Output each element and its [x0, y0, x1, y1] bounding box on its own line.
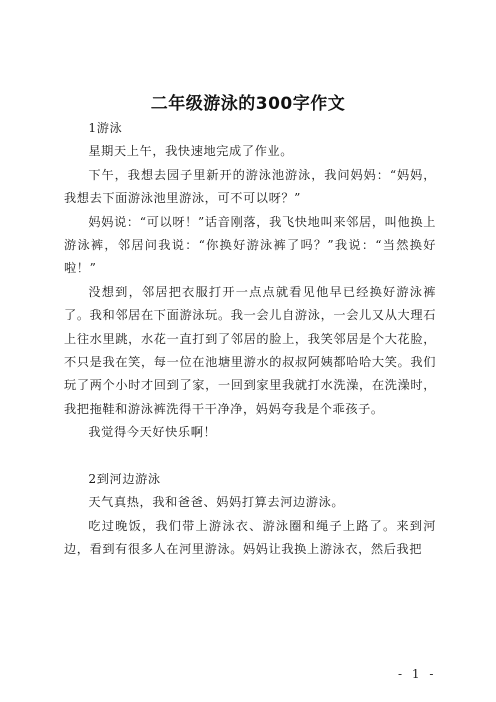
document-body — [64, 117, 436, 562]
page-number: - 1 - — [398, 667, 437, 681]
paragraph: 没想到，邻居把衣服打开一点点就看见他早已经换好游泳裤了。我和邻居在下面游泳玩。我一会儿自游泳，一会儿又从大理石上往水里跳，水花一直打到了邻居的脸上，我笑邻居是个大花脸，不只是我在笑，每一位在池塘里游水的叔叔阿姨都哈哈大笑。我们玩了两个小时才回到了家，一回到家里我就打水洗澡，在洗澡时，我把拖鞋和游泳裤洗得干干净净，妈妈夸我是个乖孩子。 — [64, 284, 436, 416]
paragraph: 下午，我想去园子里新开的游泳池游泳，我问妈妈：“妈妈，我想去下面游泳池里游泳，可不可以呀？” — [64, 167, 436, 206]
paragraph: 星期天上午，我快速地完成了作业。 — [88, 144, 293, 159]
paragraph: 天气真热，我和爸爸、妈妈打算去河边游泳。 — [88, 495, 345, 510]
paragraph: 我觉得今天好快乐啊！ — [88, 425, 217, 440]
section-heading-1: 1游泳 — [88, 121, 123, 135]
paragraph: 妈妈说：“可以呀！”话音刚落，我飞快地叫来邻居，叫他换上游泳裤，邻居问我说：“你换好游泳裤了吗？”我说：“当然换好啦！” — [64, 214, 436, 276]
section-heading-2: 2到河边游泳 — [88, 472, 161, 487]
document-title: 二年级游泳的300字作文 — [150, 94, 346, 114]
paragraph: 吃过晚饭，我们带上游泳衣、游泳圈和绳子上路了。来到河边，看到有很多人在河里游泳。妈妈让我换上游泳衣，然后我把 — [64, 518, 436, 557]
